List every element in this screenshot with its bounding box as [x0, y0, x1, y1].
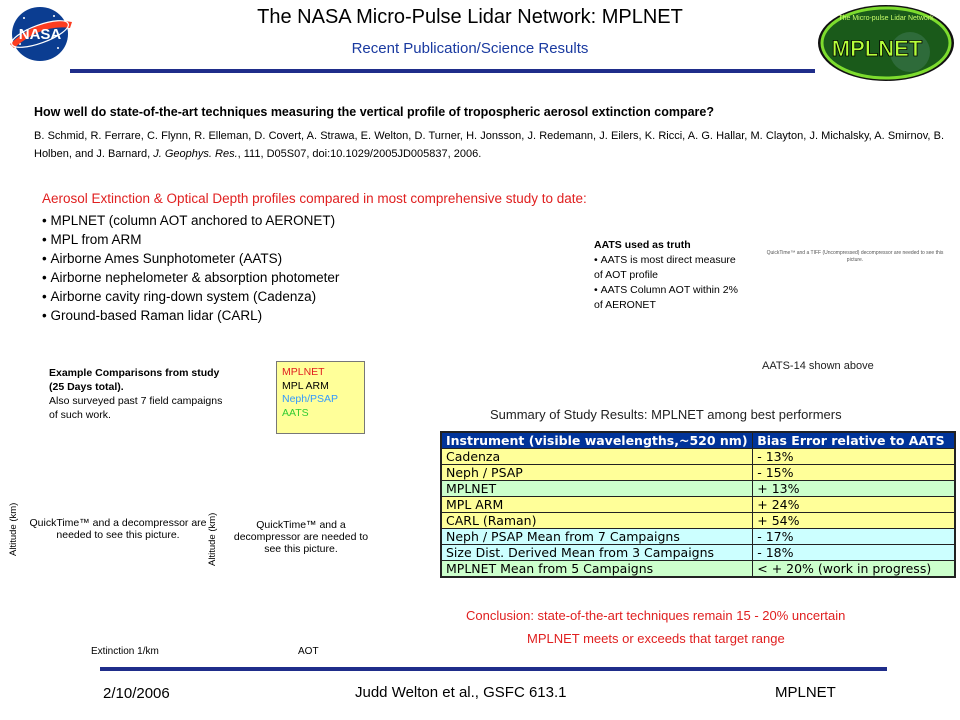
x-axis-label-extinction: Extinction 1/km	[91, 646, 159, 657]
aats-truth-block	[594, 238, 744, 313]
legend-entry-mplnet: MPLNET	[282, 366, 325, 378]
list-item: • MPL from ARM	[42, 230, 339, 249]
table-cell: Neph / PSAP	[441, 465, 753, 481]
page-subtitle: Recent Publication/Science Results	[351, 40, 589, 57]
plot-legend	[276, 361, 365, 434]
aot-plot-placeholder: QuickTime™ and a decompressor are needed to see this picture.	[233, 519, 369, 555]
aats-truth-item: • AATS Column AOT within 2% of AERONET	[594, 283, 744, 313]
aats-caption: AATS-14 shown above	[762, 360, 874, 372]
conclusion-line-1: Conclusion: state-of-the-art techniques remain 15 - 20% uncertain	[466, 608, 846, 623]
list-item: • Ground-based Raman lidar (CARL)	[42, 306, 339, 325]
table-header-cell: Bias Error relative to AATS	[753, 432, 955, 449]
legend-entry-neph-psap: Neph/PSAP	[282, 393, 339, 405]
list-item: • MPLNET (column AOT anchored to AERONET)	[42, 211, 339, 230]
mplnet-logo-text: MPLNET	[831, 36, 923, 61]
table-cell: + 24%	[753, 497, 955, 513]
table-cell: CARL (Raman)	[441, 513, 753, 529]
nasa-logo-text: NASA	[18, 26, 62, 43]
example-normal-line: Also surveyed past 7 field campaigns of such work.	[49, 395, 223, 421]
table-cell: Cadenza	[441, 449, 753, 465]
table-cell: - 17%	[753, 529, 955, 545]
list-item: • Airborne nephelometer & absorption photometer	[42, 268, 339, 287]
table-header-row	[441, 432, 955, 449]
page-title: The NASA Micro-Pulse Lidar Network: MPLNET	[257, 6, 683, 28]
table-row	[441, 449, 955, 465]
research-question: How well do state-of-the-art techniques measuring the vertical profile of tropospheric aerosol extinction compare?	[34, 105, 714, 119]
footer-label: MPLNET	[775, 684, 836, 701]
table-row	[441, 529, 955, 545]
example-bold-line: Example Comparisons from study (25 Days total).	[49, 367, 220, 393]
citation	[34, 127, 944, 163]
footer-divider	[100, 667, 887, 671]
table-cell: MPLNET Mean from 5 Campaigns	[441, 561, 753, 578]
table-row	[441, 545, 955, 561]
table-row	[441, 497, 955, 513]
table-row	[441, 465, 955, 481]
table-cell: - 15%	[753, 465, 955, 481]
aats-truth-item: • AATS is most direct measure of AOT profile	[594, 253, 744, 283]
legend-entry-mpl-arm: MPL ARM	[282, 379, 329, 392]
table-cell: + 13%	[753, 481, 955, 497]
nasa-logo	[6, 4, 74, 64]
y-axis-label: Altitude (km)	[207, 512, 218, 566]
table-cell: < + 20% (work in progress)	[753, 561, 955, 578]
footer-author: Judd Welton et al., GSFC 613.1	[355, 684, 567, 701]
aerosol-heading: Aerosol Extinction & Optical Depth profiles compared in most comprehensive study to date:	[42, 191, 587, 206]
x-axis-label-aot: AOT	[298, 646, 319, 657]
table-cell: Size Dist. Derived Mean from 3 Campaigns	[441, 545, 753, 561]
mplnet-logo	[815, 2, 957, 84]
mplnet-logo-caption: The Micro-pulse Lidar Network	[838, 15, 934, 22]
table-cell: + 54%	[753, 513, 955, 529]
table-row	[441, 481, 955, 497]
table-cell: MPL ARM	[441, 497, 753, 513]
aerosol-list	[42, 211, 339, 325]
list-item: • Airborne cavity ring-down system (Cadenza)	[42, 287, 339, 306]
list-item: • Airborne Ames Sunphotometer (AATS)	[42, 249, 339, 268]
table-header-cell: Instrument (visible wavelengths,~520 nm)	[441, 432, 753, 449]
aats-image-placeholder: QuickTime™ and a TIFF (Uncompressed) decompressor are needed to see this picture.	[766, 250, 944, 263]
summary-title: Summary of Study Results: MPLNET among best performers	[490, 407, 842, 422]
extinction-plot-placeholder: QuickTime™ and a decompressor are needed to see this picture.	[29, 517, 207, 541]
table-row	[441, 561, 955, 578]
table-cell: - 13%	[753, 449, 955, 465]
table-row	[441, 513, 955, 529]
y-axis-label: Altitude (km)	[8, 502, 19, 556]
table-cell: Neph / PSAP Mean from 7 Campaigns	[441, 529, 753, 545]
table-cell: MPLNET	[441, 481, 753, 497]
summary-table	[440, 431, 956, 578]
example-description	[49, 366, 231, 422]
header-divider	[70, 69, 815, 73]
conclusion-line-2: MPLNET meets or exceeds that target range	[527, 631, 785, 646]
aats-truth-title: AATS used as truth	[594, 239, 691, 251]
citation-journal: J. Geophys. Res.	[153, 148, 238, 160]
citation-authors: B. Schmid, R. Ferrare, C. Flynn, R. Elleman, D. Covert, A. Strawa, E. Welton, D. Turner, H. Jonsson, J. Redemann, J. Eilers, K. Ricci, A. G. Hallar, M. Clayton, J. Michalsky, A. Smirnov, B. Holben, and J. Barnard,	[34, 130, 944, 160]
citation-ref: , 111, D05S07, doi:10.1029/2005JD005837, 2006.	[237, 148, 482, 160]
legend-entry-aats: AATS	[282, 406, 309, 419]
footer-date: 2/10/2006	[103, 685, 170, 702]
table-cell: - 18%	[753, 545, 955, 561]
